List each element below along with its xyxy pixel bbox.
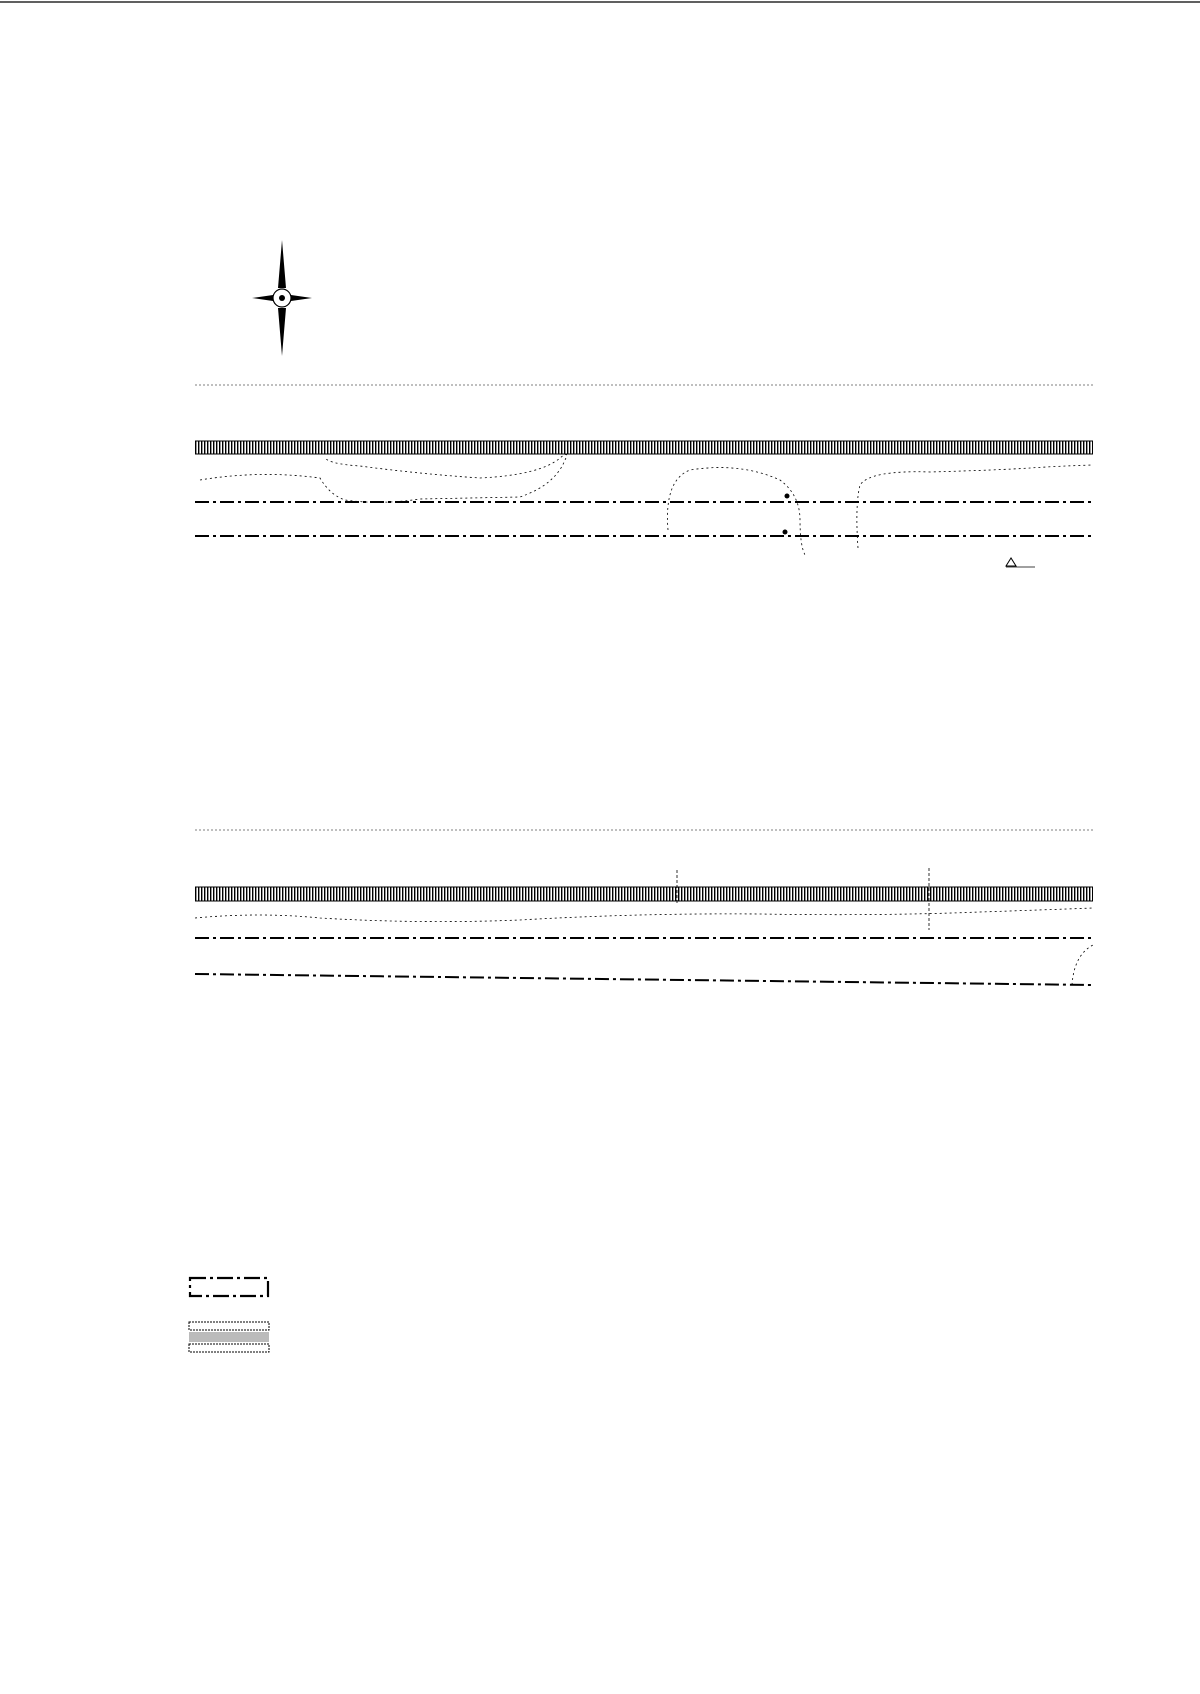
planned-boundary-icon: [188, 1274, 270, 1300]
compass-rose-icon: [252, 240, 312, 356]
existing-boundary-band-bottom: [195, 887, 1093, 901]
tree-marker: [1006, 558, 1035, 567]
spruce-icon: [1006, 558, 1016, 566]
map-fragment-top: [195, 385, 1093, 567]
planned-boundary-line: [195, 974, 1093, 985]
existing-boundary-band-top: [195, 441, 1093, 454]
forest-outline: [200, 454, 567, 502]
map-fragment-bottom: [195, 830, 1093, 985]
existing-boundary-icon: [188, 1320, 270, 1354]
forest-outline: [667, 468, 805, 555]
forest-outline: [195, 908, 1093, 922]
